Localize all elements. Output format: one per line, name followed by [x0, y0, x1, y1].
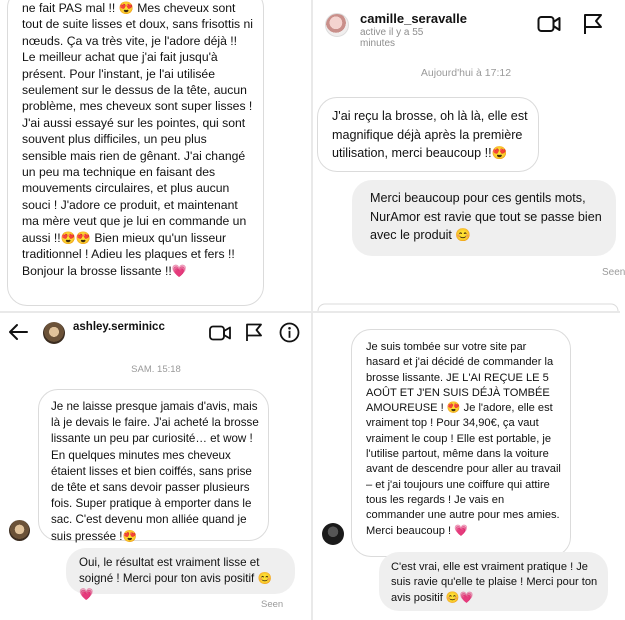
- contact-username[interactable]: ashley.serminicc: [73, 321, 165, 333]
- avatar[interactable]: [325, 13, 349, 37]
- conversation-panel-1: [0, 0, 312, 312]
- panel-divider: [311, 0, 313, 620]
- contact-username[interactable]: camille_seravalle: [360, 11, 467, 26]
- conversation-panel-3: [0, 312, 312, 620]
- conversation-panel-2: [312, 0, 625, 312]
- info-icon[interactable]: [279, 322, 300, 343]
- incoming-message: ne fait PAS mal !! 😍 Mes cheveux sont tout de suite lisses et doux, sans frisottis ni nœuds. Ça va très vite, je l'adore déjà !! Le meilleur achat que j'ai fait jusqu'à présent. Pour l'instant, je l'ai utilisée seulement sur le dessus de la tête, aucun problème, mes cheveux sont super lisses ! J'ai aussi essayé sur les pointes, qui sont souvent plus difficiles, un peu plus sensible mais rien de gênant. J'ai changé un peu ma technique en faisant des mouvements circulaires, et plus aucun souci ! J'adore ce produit, et maintenant ma mère veut que je lui en commande un aussi !!😍😍 Bien mieux qu'un lisseur traditionnel ! Adieu les plaques et fers !! Bonjour la brosse lissante !!💗: [7, 0, 264, 306]
- seen-indicator: Seen: [261, 599, 284, 610]
- outgoing-message: C'est vrai, elle est vraiment pratique ! Je suis ravie qu'elle te plaise ! Merci pour ton avis positif 😊💗: [379, 552, 608, 611]
- incoming-message: Je ne laisse presque jamais d'avis, mais là je devais le faire. J'ai acheté la brosse lissante un peu par curiosité… et wow ! En quelques minutes mes cheveux étaient lisses et bien coiffés, sans prise de tête et sans devoir passer plusieurs fois. Super pratique à emporter dans le sac. C'est devenu mon alliée quand je suis pressée !😍: [38, 389, 269, 541]
- seen-indicator: Seen: [602, 267, 625, 278]
- video-call-icon[interactable]: [209, 325, 231, 341]
- avatar[interactable]: [43, 322, 65, 344]
- outgoing-message: Merci beaucoup pour ces gentils mots, NurAmor est ravie que tout se passe bien avec le produit 😊: [352, 180, 616, 256]
- panel-divider: [0, 311, 620, 313]
- composer-edge: [312, 298, 620, 312]
- avatar: [9, 520, 30, 541]
- flag-icon[interactable]: [245, 323, 263, 342]
- conversation-panel-4: [312, 312, 620, 620]
- message-timestamp: SAM. 15:18: [131, 364, 181, 375]
- message-timestamp: Aujourd'hui à 17:12: [420, 67, 512, 79]
- incoming-message: Je suis tombée sur votre site par hasard et j'ai décidé de commander la brosse lissante. JE L'AI REÇUE LE 5 AOÛT ET J'EN SUIS DÉJÀ TOMBÉE AMOUREUSE ! 😍 Je l'adore, elle est vraiment top ! Pour 34,90€, ça vaut vraiment le coup ! Elle est portable, je l'utilise partout, même dans la voiture avant de descendre pour aller au travail – et j'ai toujours une coiffure qui attire tous les regards ! Je vais en commander une autre pour mes amies. Merci beaucoup ! 💗: [351, 329, 571, 557]
- video-call-icon[interactable]: [537, 15, 561, 33]
- outgoing-message: Oui, le résultat est vraiment lisse et soigné ! Merci pour ton avis positif 😊💗: [66, 548, 295, 594]
- active-status: active il y a 55 minutes: [360, 27, 424, 49]
- avatar: [322, 523, 344, 545]
- incoming-message: J'ai reçu la brosse, oh là là, elle est magnifique déjà après la première utilisation, merci beaucoup !!😍: [317, 97, 539, 172]
- flag-icon[interactable]: [582, 13, 604, 35]
- back-arrow-icon[interactable]: [8, 323, 28, 341]
